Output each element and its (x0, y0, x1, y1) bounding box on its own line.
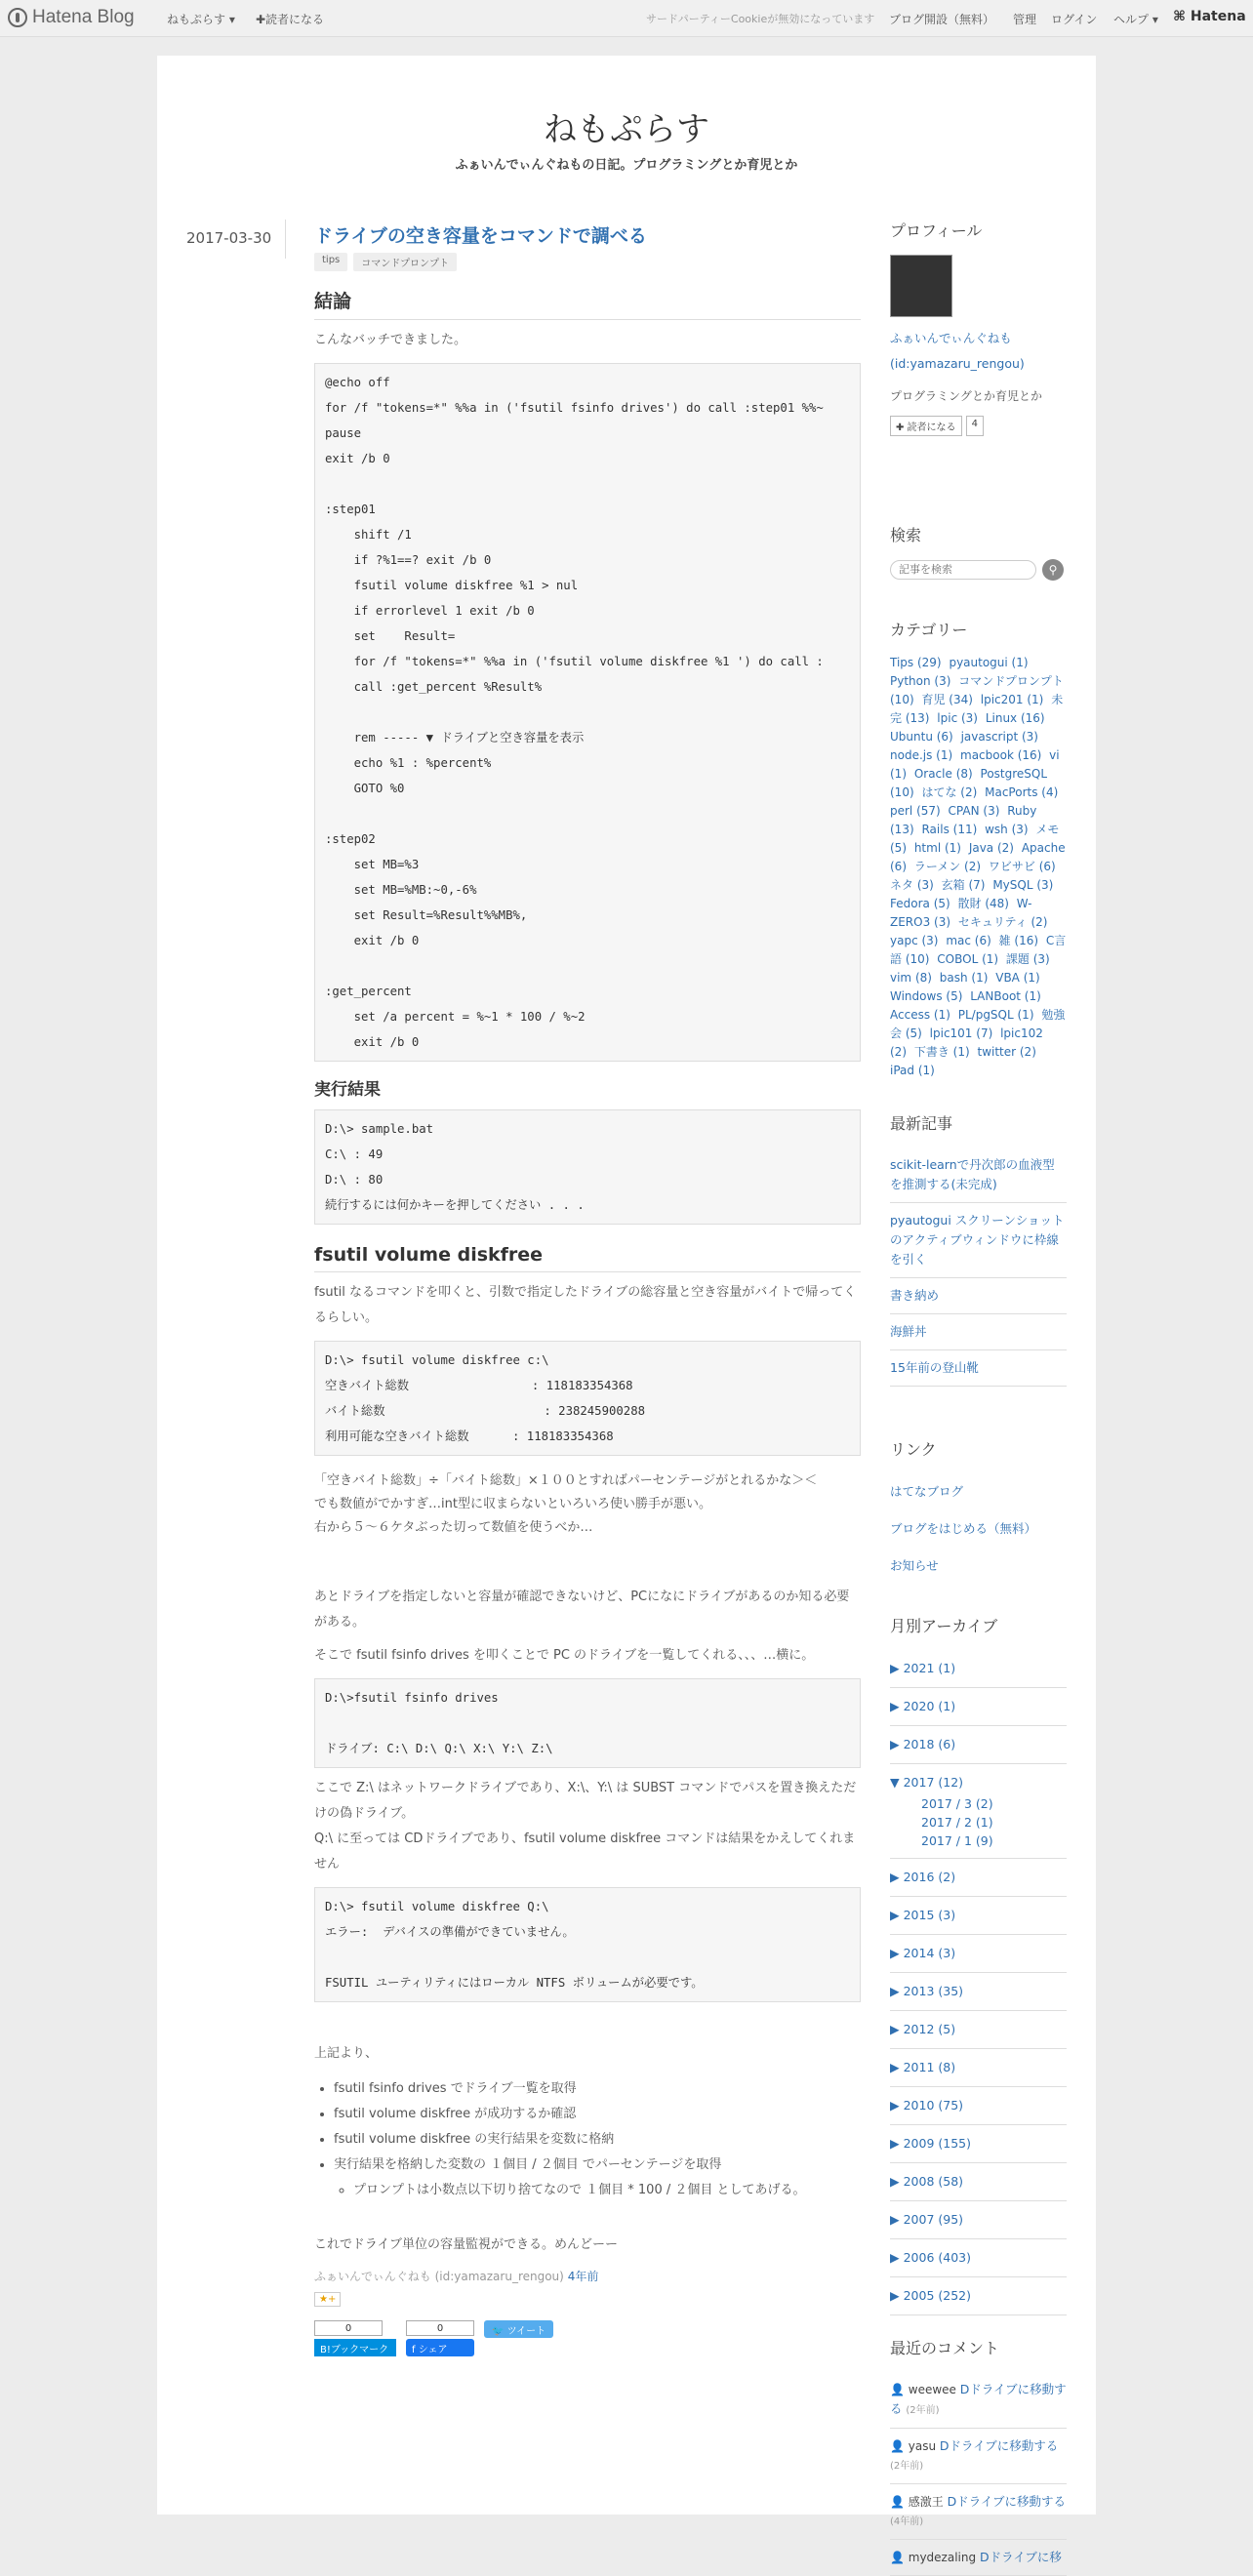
open-blog-link[interactable]: ブログ開設（無料） (889, 13, 995, 26)
list-item: • fsutil volume diskfree が成功するか確認 (334, 2102, 861, 2127)
profile-name[interactable]: ふぁいんでぃんぐねも (890, 331, 1012, 345)
archive-year[interactable]: ▶ 2008 (58) (890, 2163, 1067, 2201)
category-link[interactable]: lpic201 (1) (980, 693, 1044, 706)
category-link[interactable]: Access (1) (890, 1008, 950, 1022)
category-link[interactable]: Tips (29) (890, 656, 942, 669)
category-link[interactable]: 散財 (48) (957, 897, 1009, 910)
category-link[interactable]: Rails (11) (921, 823, 978, 836)
archive-year[interactable]: ▶ 2021 (1) (890, 1650, 1067, 1688)
category-link[interactable]: LANBoot (1) (970, 989, 1041, 1003)
category-link[interactable]: html (1) (913, 841, 961, 855)
search-input[interactable] (890, 560, 1036, 580)
tweet-button[interactable]: 🐦 ツイート (484, 2320, 553, 2338)
archive-year[interactable]: ▶ 2007 (95) (890, 2201, 1067, 2239)
hatena-logo-icon (8, 8, 27, 27)
category-link[interactable]: コマンドプロンプト (10) (890, 674, 1064, 706)
entry-footer (314, 2268, 861, 2284)
category-link[interactable]: vim (8) (890, 971, 932, 985)
links-heading: リンク (890, 1440, 937, 1459)
blog-page (157, 56, 1096, 2564)
search-module (890, 523, 1067, 581)
code-block-batch: @echo off for /f "tokens=*" %%a in ('fsutil fsinfo drives') do call :step01 %%~ pause exit /b 0 :step01 shift /1 if ?%1==? exit /b 0 fsutil volume diskfree %1 > nul if errorlevel 1 exit /b 0 set Result= for /f "tokens=*" %%a in ('fsutil volume diskfree %1 ') do call : call :get_percent %Result% rem ----- ▼ ドライブと空き容量を表示 echo %1 : %percent% GOTO %0 :step02 set MB=%3 set MB=%MB:~0,-6% set Result=%Result%%MB%, exit /b 0 :get_percent set /a percent = %~1 * 100 / %~2 exit /b 0 (314, 363, 861, 1062)
profile-id[interactable]: (id:yamazaru_rengou) (890, 356, 1025, 371)
hatena-mark-icon: ⌘ (1173, 9, 1191, 24)
link-hatena-blog[interactable]: はてなブログ (890, 1484, 964, 1499)
heading-fsutil: fsutil volume diskfree (314, 1244, 861, 1272)
recent-entry-link[interactable]: 書き納め (890, 1278, 1067, 1314)
list-item: • 実行結果を格納した変数の １個目 / ２個目 でパーセンテージを取得 ◦ プロンプトは小数点以下切り捨てなので １個目 * 100 / ２個目 としてあげる。 (334, 2153, 861, 2203)
user-icon: 👤 (890, 2495, 909, 2509)
category-link[interactable]: MySQL (3) (992, 878, 1054, 892)
archive-year[interactable]: ▶ 2016 (2) (890, 1859, 1067, 1897)
user-icon: 👤 (890, 2439, 909, 2453)
sublist-item: ◦ プロンプトは小数点以下切り捨てなので １個目 * 100 / ２個目 としてあげる。 (353, 2178, 861, 2203)
archive-month-link[interactable]: 2017 / 3 (2) (921, 1796, 993, 1811)
profile-module (890, 219, 1067, 436)
user-icon: 👤 (890, 2383, 909, 2396)
code-block-fsinfo: D:\>fsutil fsinfo drives ドライブ: C:\ D:\ Q:\ X:\ Y:\ Z:\ (314, 1678, 861, 1768)
profile-bio: プログラミングとか育児とか (890, 389, 1043, 403)
archive-month-link[interactable]: 2017 / 1 (9) (921, 1833, 993, 1848)
entry-title[interactable]: ドライブの空き容量をコマンドで調べる (314, 225, 647, 247)
category-link[interactable]: Fedora (5) (890, 897, 950, 910)
archive-year[interactable]: ▶ 2006 (403) (890, 2239, 1067, 2277)
category-link[interactable]: bash (1) (939, 971, 989, 985)
category-link[interactable]: Linux (16) (985, 711, 1045, 725)
archive-year[interactable]: ▶ 2020 (1) (890, 1688, 1067, 1726)
comment-entry-link[interactable]: Dドライブに移動する (939, 2438, 1059, 2453)
search-icon[interactable]: ⚲ (1042, 559, 1064, 581)
cookie-notice[interactable]: サードパーティーCookieが無効になっています (646, 13, 875, 25)
category-link[interactable]: Ruby (13) (890, 804, 1037, 836)
search-heading: 検索 (890, 526, 922, 544)
comment-entry-link[interactable]: Dドライブに移動する (947, 2494, 1066, 2509)
comment-user[interactable]: yasu (908, 2439, 937, 2453)
category-link[interactable]: pyautogui (1) (949, 656, 1029, 669)
link-news[interactable]: お知らせ (890, 1558, 939, 1573)
admin-link[interactable]: 管理 (1013, 13, 1037, 26)
list-item: • fsutil fsinfo drives でドライブ一覧を取得 (334, 2076, 861, 2102)
category-link[interactable]: 下書き (1) (913, 1045, 970, 1059)
category-list (890, 654, 1067, 1080)
category-link[interactable]: MacPorts (4) (985, 785, 1059, 799)
category-link[interactable]: macbook (16) (960, 748, 1042, 762)
category-link[interactable]: Apache (6) (890, 841, 1066, 873)
archive-module (890, 1614, 1067, 2315)
star-row (314, 2292, 861, 2307)
paragraph: fsutil なるコマンドを叩くと、引数で指定したドライブの総容量と空き容量がバイトで帰ってくるらしい。 (314, 1285, 857, 1325)
archive-months (890, 1794, 1067, 1859)
paragraph: これでドライブ単位の容量監視ができる。めんどーー (314, 2237, 618, 2252)
category-link[interactable]: W-ZERO3 (3) (890, 897, 1032, 929)
blog-menu[interactable]: ねもぷらす ▾ (167, 13, 235, 26)
facebook-share-button[interactable]: f シェア (406, 2339, 474, 2356)
category-link[interactable]: perl (57) (890, 804, 941, 818)
entry-date[interactable]: 2017-03-30 (186, 229, 272, 247)
category-link[interactable]: iPad (1) (890, 1064, 935, 1077)
avatar[interactable] (890, 255, 952, 317)
recent-entry-link[interactable]: scikit-learnで丹次郎の血液型を推測する(未完成) (890, 1147, 1067, 1203)
archive-year[interactable]: ▶ 2010 (75) (890, 2087, 1067, 2125)
category-link[interactable]: javascript (3) (960, 730, 1038, 744)
category-link[interactable]: vi (1) (890, 748, 1060, 781)
category-link[interactable]: Python (3) (890, 674, 951, 688)
category-link[interactable]: ラーメン (2) (913, 860, 982, 873)
list-item: • fsutil volume diskfree の実行結果を変数に格納 (334, 2127, 861, 2153)
archive-year[interactable]: ▶ 2011 (8) (890, 2049, 1067, 2087)
author-link[interactable]: ふぁいんでぃんぐねも (id:yamazaru_rengou) (314, 2270, 564, 2283)
links-module (890, 1437, 1067, 1585)
bookmark-count: 0 (314, 2320, 383, 2336)
global-header (0, 0, 1253, 37)
help-menu[interactable]: ヘルプ ▾ (1113, 13, 1158, 26)
comment-age: (4年前) (890, 2516, 924, 2527)
comments-module (890, 2336, 1067, 2576)
comment-item (890, 2429, 1067, 2484)
tag-tips[interactable]: tips (314, 253, 347, 271)
archive-year[interactable]: ▼ 2017 (12) (890, 1775, 964, 1790)
category-link[interactable]: Windows (5) (890, 989, 963, 1003)
tag-command-prompt[interactable]: コマンドプロンプト (353, 253, 457, 271)
category-link[interactable]: wsh (3) (985, 823, 1029, 836)
category-link[interactable]: PostgreSQL (10) (890, 767, 1048, 799)
category-link[interactable]: C言語 (10) (890, 934, 1067, 966)
hatena-blog-logo[interactable]: Hatena Blog (8, 7, 135, 28)
paragraph: ここで Z:\ はネットワークドライブであり、X:\、Y:\ は SUBST コマンドでパスを置き換えただけの偽ドライブ。 Q:\ に至っては CDドライブであり、fsutil volume diskfree コマンドは結果をかえしてくれません (314, 1781, 857, 1872)
recent-entry-link[interactable]: pyautogui スクリーンショットのアクティブウィンドウに枠線を引く (890, 1203, 1067, 1278)
share-counts (314, 2320, 861, 2356)
recent-heading: 最新記事 (890, 1114, 953, 1133)
category-link[interactable]: 育児 (34) (921, 693, 973, 706)
comment-age: (2年前) (906, 2405, 940, 2416)
user-icon: 👤 (890, 2551, 909, 2564)
comment-item (890, 2540, 1067, 2576)
steps-list (314, 2076, 861, 2203)
comment-item (890, 2484, 1067, 2540)
recent-entry-link[interactable]: 15年前の登山靴 (890, 1350, 1067, 1387)
comment-user[interactable]: mydezaling (908, 2551, 977, 2564)
entry (314, 221, 861, 2356)
category-link[interactable]: ワビサビ (6) (988, 860, 1056, 873)
category-link[interactable]: mac (6) (946, 934, 991, 947)
comment-age: (2年前) (890, 2461, 924, 2472)
subscriber-count: 4 (966, 416, 984, 436)
category-link[interactable]: Ubuntu (6) (890, 730, 953, 744)
subscribe-link[interactable]: ✚読者になる (256, 13, 325, 26)
comment-user[interactable]: 感激王 (908, 2495, 944, 2509)
category-link[interactable]: 玄箱 (7) (941, 878, 986, 892)
entry-tags (314, 253, 861, 271)
recent-module (890, 1111, 1067, 1387)
category-link[interactable]: セキュリティ (2) (957, 915, 1048, 929)
comment-entry-link[interactable]: Dドライブに移 (979, 2550, 1062, 2564)
category-link[interactable]: node.js (1) (890, 748, 953, 762)
category-link[interactable]: Java (2) (968, 841, 1014, 855)
comment-user[interactable]: weewee (908, 2383, 956, 2396)
code-block-diskfree: D:\> fsutil volume diskfree c:\ 空きバイト総数 : 118183354368 バイト総数 : 238245900288 利用可能な空きバイト総数 : 118183354368 (314, 1341, 861, 1456)
category-link[interactable]: lpic101 (7) (929, 1026, 993, 1040)
category-link[interactable]: 課題 (3) (1005, 952, 1050, 966)
heading-result: 実行結果 (314, 1080, 381, 1100)
date-divider (285, 220, 286, 259)
blog-description: ふぁいんでぃんぐねもの日記。プログラミングとか育児とか (455, 158, 798, 173)
paragraph: 上記より、 (314, 2046, 379, 2061)
category-link[interactable]: lpic102 (2) (890, 1026, 1043, 1059)
archive-heading: 月別アーカイブ (890, 1617, 998, 1635)
category-link[interactable]: VBA (1) (995, 971, 1040, 985)
category-link[interactable]: yapc (3) (890, 934, 939, 947)
category-module (890, 618, 1067, 1080)
add-star-button[interactable]: ★+ (314, 2292, 341, 2307)
comment-entry-link[interactable]: Dドライブに移動する (890, 2382, 1067, 2416)
category-link[interactable]: Oracle (8) (913, 767, 973, 781)
category-link[interactable]: PL/pgSQL (1) (957, 1008, 1034, 1022)
permalink[interactable]: 4年前 (567, 2270, 599, 2283)
archive-year[interactable]: ▶ 2014 (3) (890, 1935, 1067, 1973)
login-link[interactable]: ログイン (1051, 13, 1098, 26)
category-link[interactable]: はてな (2) (921, 785, 978, 799)
blog-title[interactable]: ねもぷらす (544, 110, 709, 149)
category-link[interactable]: COBOL (1) (937, 952, 999, 966)
link-start-blog[interactable]: ブログをはじめる（無料） (890, 1521, 1037, 1536)
category-heading: カテゴリー (890, 621, 968, 639)
archive-year[interactable]: ▶ 2009 (155) (890, 2125, 1067, 2163)
archive-year[interactable]: ▶ 2005 (252) (890, 2277, 1067, 2315)
paragraph: そこで fsutil fsinfo drives を叩くことで PC のドライブを一覧してくれる、、、…横に。 (314, 1648, 815, 1663)
paragraph: 「空きバイト総数」÷「バイト総数」×１００とすればパーセンテージがとれるかな＞＜ でも数値がでかすぎ…int型に収まらないといろいろ使い勝手が悪い。 右から５～６ケタぶった切って数値を使うべか… (314, 1473, 818, 1535)
paragraph: こんなバッチできました。 (314, 333, 467, 347)
heading-conclusion: 結論 (314, 287, 861, 320)
profile-heading: プロフィール (890, 221, 983, 240)
paragraph: あとドライブを指定しないと容量が確認できないけど、PCになにドライブがあるのか知る必要がある。 (314, 1590, 850, 1630)
archive-year[interactable]: ▶ 2015 (3) (890, 1897, 1067, 1935)
subscribe-button[interactable]: ✚ 読者になる (890, 416, 962, 436)
category-link[interactable]: ネタ (3) (890, 878, 934, 892)
hatena-link[interactable]: ⌘ Hatena (1173, 9, 1246, 24)
category-link[interactable]: twitter (2) (977, 1045, 1036, 1059)
facebook-count: 0 (406, 2320, 474, 2336)
category-link[interactable]: lpic (3) (937, 711, 978, 725)
archive-year[interactable]: ▶ 2013 (35) (890, 1973, 1067, 2011)
category-link[interactable]: 未完 (13) (890, 693, 1064, 725)
archive-year[interactable]: ▶ 2012 (5) (890, 2011, 1067, 2049)
archive-month-link[interactable]: 2017 / 2 (1) (921, 1815, 993, 1830)
comments-heading: 最近のコメント (890, 2339, 1000, 2357)
comment-item (890, 2372, 1067, 2429)
archive-year[interactable]: ▶ 2018 (6) (890, 1726, 1067, 1764)
code-block-error: D:\> fsutil volume diskfree Q:\ エラー: デバイスの準備ができていません。 FSUTIL ユーティリティにはローカル NTFS ボリュームが必要です。 (314, 1887, 861, 2002)
code-block-result: D:\> sample.bat C:\ : 49 D:\ : 80 続行するには何かキーを押してください . . . (314, 1109, 861, 1225)
category-link[interactable]: 雑 (16) (998, 934, 1039, 947)
category-link[interactable]: 勉強会 (5) (890, 1008, 1066, 1040)
category-link[interactable]: CPAN (3) (948, 804, 1000, 818)
recent-entry-link[interactable]: 海鮮丼 (890, 1314, 1067, 1350)
category-link[interactable]: メモ (5) (890, 823, 1060, 855)
hatena-bookmark-button[interactable]: B!ブックマーク (314, 2339, 396, 2356)
